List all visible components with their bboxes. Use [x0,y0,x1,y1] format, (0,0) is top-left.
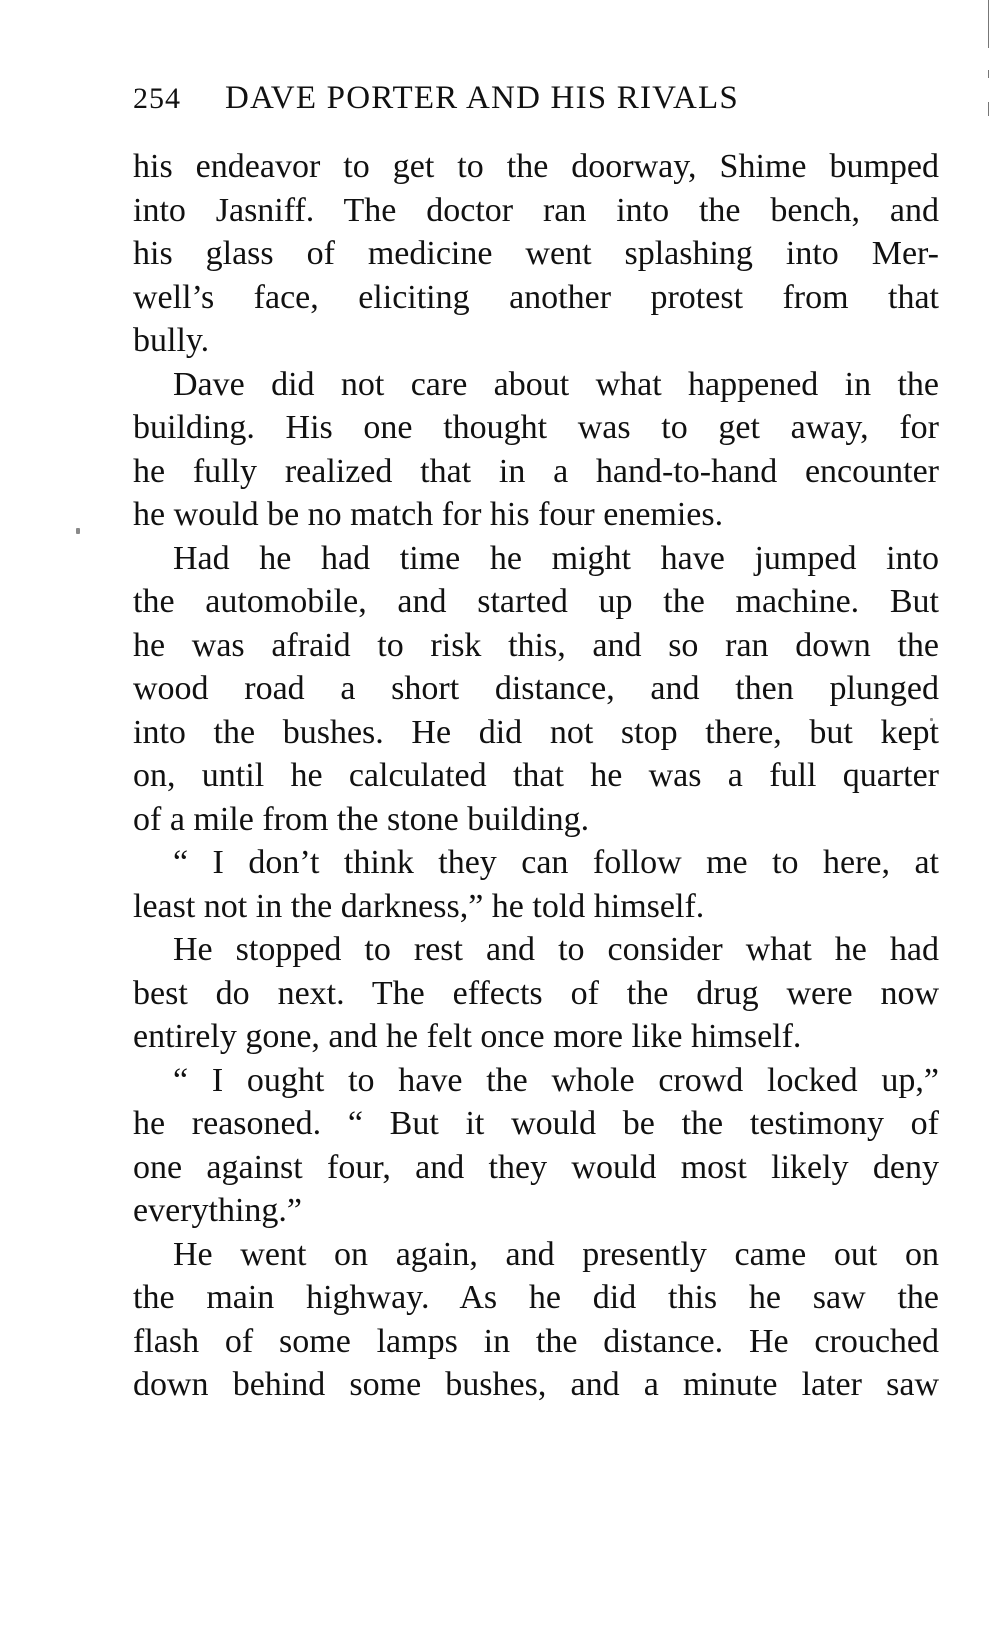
running-head [133,80,923,124]
text-line: into Jasniff. The doctor ran into the bench, and [133,191,939,229]
text-line: his endeavor to get to the doorway, Shime bumped [133,148,939,185]
paragraph-first-line: “ I don’t think they can follow me to here, at [173,844,939,881]
text-line: he would be no match for his four enemies. [133,496,724,533]
margin-speck [76,528,80,534]
text-line: wood road a short distance, and then plunged [133,670,939,707]
text-line: flash of some lamps in the distance. He crouched [133,1322,939,1360]
text-line: his glass of medicine went splashing into Mer- [133,235,939,272]
body-text [133,145,939,1407]
paragraph-first-line: Dave did not care about what happened in the [173,365,939,403]
text-line: of a mile from the stone building. [133,800,590,838]
scan-edge-line [988,102,989,116]
text-line: he was afraid to risk this, and so ran down the [133,626,939,664]
paragraph-first-line: “ I ought to have the whole crowd locked up,” [173,1061,939,1099]
running-title: DAVE PORTER AND HIS RIVALS [225,80,739,116]
text-line: best do next. The effects of the drug were now [133,974,939,1012]
text-line: building. His one thought was to get away, for [133,409,939,446]
text-line: bully. [133,322,210,359]
text-line: into the bushes. He did not stop there, but kept [133,713,939,751]
scan-edge-line [988,0,989,48]
text-line: on, until he calculated that he was a full quarter [133,757,939,794]
text-line: least not in the darkness,” he told himself. [133,887,705,925]
paragraph-first-line: He stopped to rest and to consider what he had [173,931,939,968]
text-line: the main highway. As he did this he saw the [133,1279,939,1316]
page-number: 254 [133,82,181,115]
text-line: down behind some bushes, and a minute later saw [133,1366,939,1403]
text-line: he reasoned. “ But it would be the testimony of [133,1105,939,1142]
paragraph-first-line: He went on again, and presently came out on [173,1235,939,1273]
text-line: everything.” [133,1192,302,1229]
scan-edge-marks [975,0,991,130]
text-line: one against four, and they would most likely deny [133,1148,939,1186]
text-line: he fully realized that in a hand-to-hand encounter [133,452,939,490]
text-line: entirely gone, and he felt once more like himself. [133,1018,802,1055]
scan-edge-line [988,70,989,78]
paragraph-first-line: Had he had time he might have jumped into [173,539,939,577]
text-line: the automobile, and started up the machine. But [133,583,939,620]
text-line: well’s face, eliciting another protest from that [133,278,939,316]
